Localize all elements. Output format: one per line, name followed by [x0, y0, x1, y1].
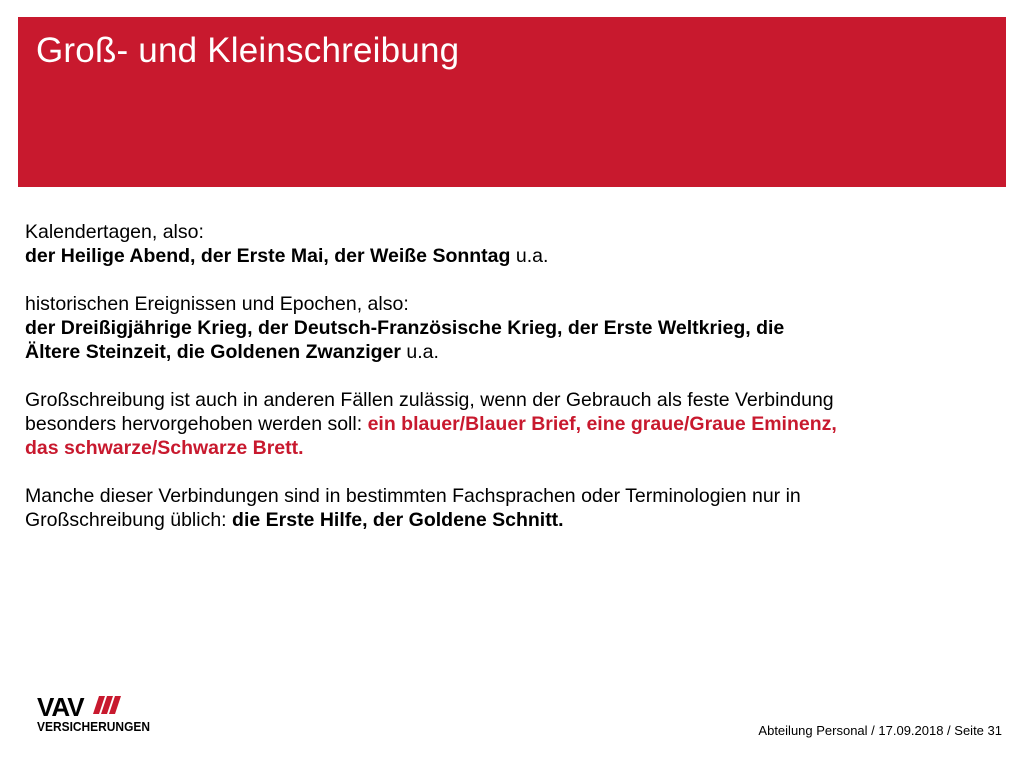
- historical-examples-2: Ältere Steinzeit, die Goldenen Zwanziger: [25, 341, 401, 363]
- paragraph-historical-events: [25, 292, 985, 364]
- vav-logo: [37, 693, 157, 737]
- optional-examples-red-line-3: das schwarze/Schwarze Brett.: [25, 437, 304, 459]
- calendar-intro: Kalendertagen, also:: [25, 221, 204, 243]
- paragraph-optional-capitalization: [25, 388, 985, 460]
- paragraph-calendar-days: [25, 220, 985, 268]
- technical-line-1: Manche dieser Verbindungen sind in bestimmten Fachsprachen oder Terminologien nur in: [25, 485, 801, 507]
- optional-examples-red: ein blauer/Blauer Brief, eine graue/Graue Eminenz,: [367, 413, 837, 435]
- logo-brand: VAV: [37, 693, 84, 722]
- technical-examples: die Erste Hilfe, der Goldene Schnitt.: [232, 509, 564, 531]
- paragraph-technical-terms: [25, 484, 985, 532]
- title-banner: [18, 17, 1006, 187]
- optional-line-2-text: besonders hervorgehoben werden soll:: [25, 413, 368, 435]
- slide-title: Groß- und Kleinschreibung: [36, 31, 460, 70]
- calendar-examples: der Heilige Abend, der Erste Mai, der Weiße Sonntag: [25, 245, 511, 267]
- historical-examples-line-1: der Dreißigjährige Krieg, der Deutsch-Französische Krieg, der Erste Weltkrieg, die: [25, 317, 785, 339]
- technical-line-2-text: Großschreibung üblich:: [25, 509, 233, 531]
- logo-subtitle: VERSICHERUNGEN: [37, 720, 150, 734]
- historical-suffix: u.a.: [400, 341, 439, 363]
- optional-line-2: [25, 412, 985, 436]
- optional-line-1: Großschreibung ist auch in anderen Fällen zulässig, wenn der Gebrauch als feste Verbindung: [25, 389, 834, 411]
- technical-line-2: [25, 508, 985, 532]
- historical-intro: historischen Ereignissen und Epochen, also:: [25, 293, 409, 315]
- calendar-examples-line: [25, 244, 985, 268]
- slide-body: [25, 220, 985, 556]
- historical-examples-line-2: [25, 340, 985, 364]
- slide-footer: Abteilung Personal / 17.09.2018 / Seite 31: [758, 723, 1002, 738]
- calendar-suffix: u.a.: [510, 245, 549, 267]
